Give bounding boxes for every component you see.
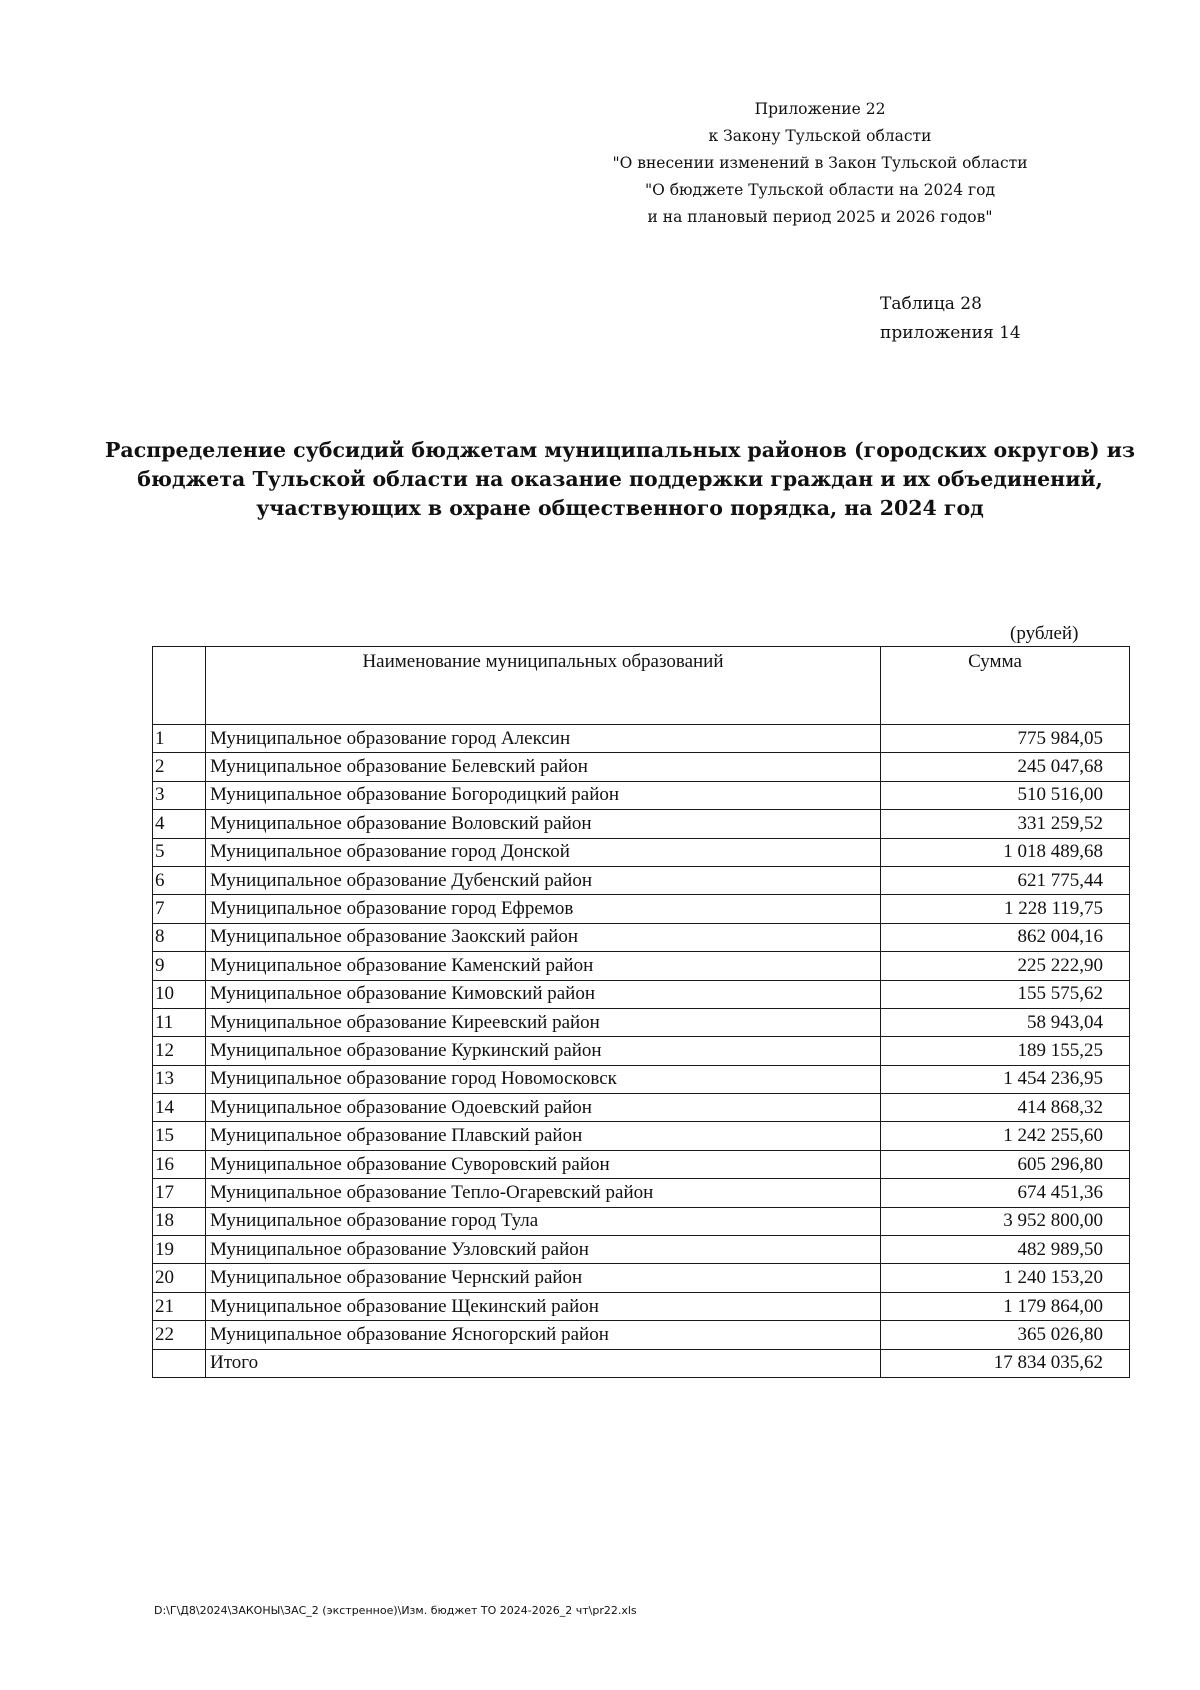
row-number: 8 <box>153 923 206 951</box>
appendix-line: к Закону Тульской области <box>708 127 932 145</box>
distribution-table <box>152 646 1130 1378</box>
row-number: 13 <box>153 1065 206 1093</box>
table-row <box>153 810 1130 838</box>
row-sum: 331 259,52 <box>881 810 1130 838</box>
appendix-line: "О внесении изменений в Закон Тульской области <box>612 154 1028 172</box>
row-number: 4 <box>153 810 206 838</box>
row-sum: 245 047,68 <box>881 753 1130 781</box>
row-name: Муниципальное образование Куркинский район <box>206 1037 881 1065</box>
row-number: 22 <box>153 1321 206 1349</box>
row-sum: 862 004,16 <box>881 923 1130 951</box>
row-name: Муниципальное образование Чернский район <box>206 1264 881 1292</box>
row-name: Муниципальное образование Каменский район <box>206 952 881 980</box>
row-name: Муниципальное образование город Новомосковск <box>206 1065 881 1093</box>
table-row <box>153 838 1130 866</box>
table-row <box>153 1122 1130 1150</box>
row-sum: 155 575,62 <box>881 980 1130 1008</box>
title-line: бюджета Тульской области на оказание поддержки граждан и их объединений, <box>137 467 1103 491</box>
total-label: Итого <box>206 1349 881 1377</box>
row-name: Муниципальное образование город Алексин <box>206 725 881 753</box>
table-row <box>153 1037 1130 1065</box>
table-row <box>153 753 1130 781</box>
table-row <box>153 980 1130 1008</box>
row-name: Муниципальное образование Заокский район <box>206 923 881 951</box>
table-row <box>153 781 1130 809</box>
table-row <box>153 923 1130 951</box>
row-sum: 414 868,32 <box>881 1094 1130 1122</box>
row-sum: 1 018 489,68 <box>881 838 1130 866</box>
total-number <box>153 1349 206 1377</box>
table-row <box>153 1292 1130 1320</box>
row-name: Муниципальное образование Богородицкий район <box>206 781 881 809</box>
table-row <box>153 1236 1130 1264</box>
table-body <box>153 725 1130 1378</box>
row-number: 5 <box>153 838 206 866</box>
row-sum: 1 240 153,20 <box>881 1264 1130 1292</box>
table-row <box>153 1094 1130 1122</box>
row-name: Муниципальное образование город Ефремов <box>206 895 881 923</box>
appendix-line: Приложение 22 <box>754 100 886 118</box>
row-number: 11 <box>153 1008 206 1036</box>
row-sum: 510 516,00 <box>881 781 1130 809</box>
row-name: Муниципальное образование Ясногорский район <box>206 1321 881 1349</box>
row-number: 7 <box>153 895 206 923</box>
table-ref-appendix: приложения 14 <box>880 323 1021 343</box>
table-row <box>153 1321 1130 1349</box>
row-name: Муниципальное образование Тепло-Огаревский район <box>206 1179 881 1207</box>
row-sum: 674 451,36 <box>881 1179 1130 1207</box>
total-sum: 17 834 035,62 <box>881 1349 1130 1377</box>
row-sum: 225 222,90 <box>881 952 1130 980</box>
row-number: 15 <box>153 1122 206 1150</box>
row-name: Муниципальное образование город Донской <box>206 838 881 866</box>
table-row <box>153 1264 1130 1292</box>
title-line: Распределение субсидий бюджетам муниципальных районов (городских округов) из <box>105 438 1135 462</box>
row-number: 17 <box>153 1179 206 1207</box>
table-row <box>153 1207 1130 1235</box>
row-sum: 482 989,50 <box>881 1236 1130 1264</box>
header-number <box>153 647 206 725</box>
row-sum: 775 984,05 <box>881 725 1130 753</box>
row-sum: 605 296,80 <box>881 1150 1130 1178</box>
row-number: 3 <box>153 781 206 809</box>
row-sum: 58 943,04 <box>881 1008 1130 1036</box>
row-sum: 3 952 800,00 <box>881 1207 1130 1235</box>
row-sum: 365 026,80 <box>881 1321 1130 1349</box>
row-name: Муниципальное образование Воловский район <box>206 810 881 838</box>
row-name: Муниципальное образование Кимовский район <box>206 980 881 1008</box>
appendix-header <box>600 96 1040 231</box>
header-sum: Сумма <box>881 647 1130 725</box>
row-sum: 1 242 255,60 <box>881 1122 1130 1150</box>
file-path-footer: D:\Г\Д8\2024\ЗАКОНЫ\ЗАС_2 (экстренное)\Изм. бюджет ТО 2024-2026_2 чт\pr22.xls <box>154 1604 637 1617</box>
row-number: 19 <box>153 1236 206 1264</box>
unit-label: (рублей) <box>1010 623 1079 644</box>
row-sum: 1 179 864,00 <box>881 1292 1130 1320</box>
table-row <box>153 952 1130 980</box>
row-name: Муниципальное образование Суворовский район <box>206 1150 881 1178</box>
row-name: Муниципальное образование город Тула <box>206 1207 881 1235</box>
appendix-line: и на плановый период 2025 и 2026 годов" <box>647 208 993 226</box>
total-row <box>153 1349 1130 1377</box>
table-reference <box>880 290 1021 348</box>
row-number: 20 <box>153 1264 206 1292</box>
row-name: Муниципальное образование Одоевский район <box>206 1094 881 1122</box>
row-number: 9 <box>153 952 206 980</box>
row-name: Муниципальное образование Плавский район <box>206 1122 881 1150</box>
table-ref-number: Таблица 28 <box>880 294 982 314</box>
row-number: 6 <box>153 866 206 894</box>
row-name: Муниципальное образование Щекинский район <box>206 1292 881 1320</box>
table-row <box>153 1065 1130 1093</box>
row-name: Муниципальное образование Узловский район <box>206 1236 881 1264</box>
row-number: 1 <box>153 725 206 753</box>
row-sum: 1 228 119,75 <box>881 895 1130 923</box>
document-title <box>100 436 1140 523</box>
table-row <box>153 1150 1130 1178</box>
table-row <box>153 1008 1130 1036</box>
row-name: Муниципальное образование Белевский район <box>206 753 881 781</box>
row-sum: 1 454 236,95 <box>881 1065 1130 1093</box>
table-row <box>153 725 1130 753</box>
row-sum: 621 775,44 <box>881 866 1130 894</box>
table-row <box>153 866 1130 894</box>
table-row <box>153 1179 1130 1207</box>
row-number: 10 <box>153 980 206 1008</box>
row-number: 12 <box>153 1037 206 1065</box>
row-number: 2 <box>153 753 206 781</box>
header-name: Наименование муниципальных образований <box>206 647 881 725</box>
row-number: 18 <box>153 1207 206 1235</box>
row-number: 16 <box>153 1150 206 1178</box>
table-row <box>153 895 1130 923</box>
row-number: 21 <box>153 1292 206 1320</box>
row-name: Муниципальное образование Киреевский район <box>206 1008 881 1036</box>
title-line: участвующих в охране общественного порядка, на 2024 год <box>256 496 984 520</box>
appendix-line: "О бюджете Тульской области на 2024 год <box>644 181 996 199</box>
row-number: 14 <box>153 1094 206 1122</box>
table-header-row <box>153 647 1130 725</box>
row-sum: 189 155,25 <box>881 1037 1130 1065</box>
row-name: Муниципальное образование Дубенский район <box>206 866 881 894</box>
